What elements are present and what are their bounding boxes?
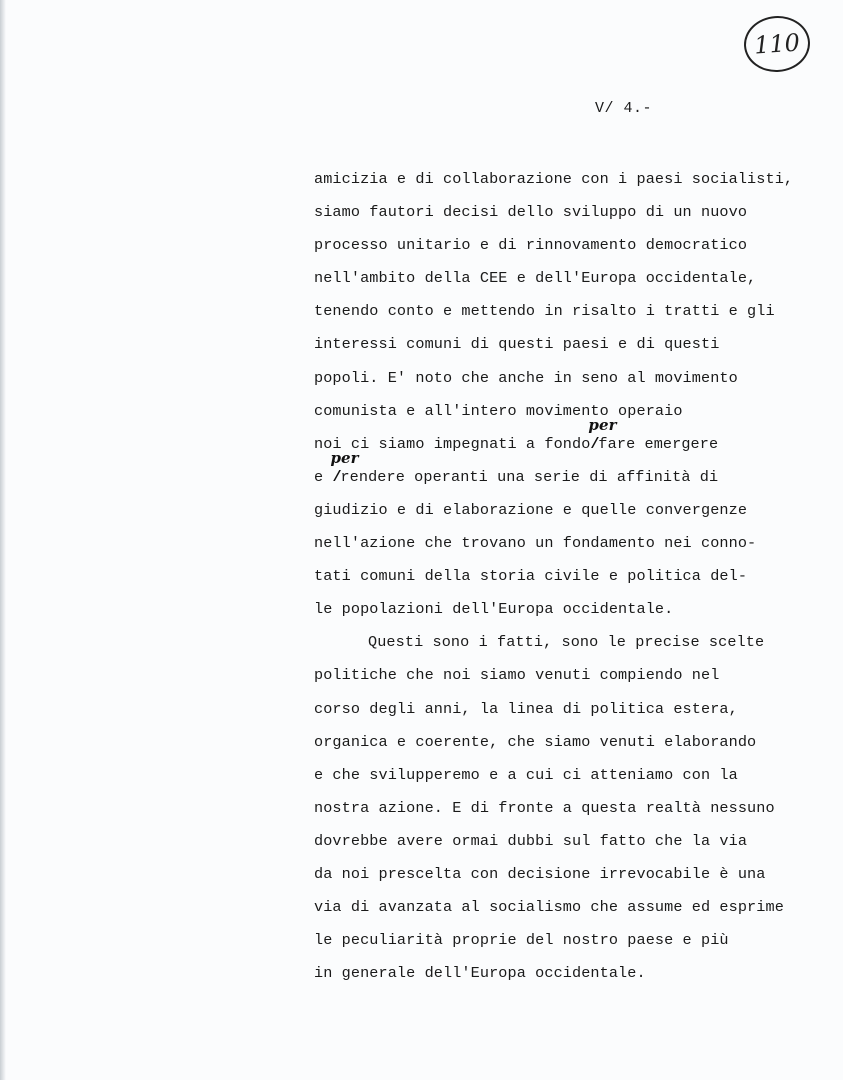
insertion-caret-mark: / [590,434,600,453]
stamp-number: 110 [753,28,801,60]
scan-edge-shadow [0,0,6,1080]
text-line: comunista e all'intero movimento operaio [314,401,683,420]
text-line: nostra azione. E di fronte a questa realtà nessuno [314,798,775,817]
text-line-with-insertion [314,448,834,494]
text-line: popoli. E' noto che anche in seno al movimento [314,368,738,387]
handwritten-insertion [588,415,617,461]
handwritten-insertion [330,448,359,494]
text-line: corso degli anni, la linea di politica estera, [314,699,738,718]
text-line: da noi prescelta con decisione irrevocabile è una [314,864,766,883]
text-line: amicizia e di collaborazione con i paesi socialisti, [314,170,794,188]
text-segment: rendere operanti una serie di affinità di [340,467,719,486]
text-line-with-insertion [314,415,834,461]
text-line: organica e coerente, che siamo venuti elaborando [314,732,757,751]
insertion-caret-mark: / [332,467,342,486]
text-line: nell'azione che trovano un fondamento nei conno- [314,534,757,553]
archive-number-stamp [742,14,812,74]
text-segment: noi ci siamo impegnati a fondo [314,434,591,453]
text-line: e che svilupperemo e a cui ci atteniamo con la [314,765,738,784]
text-line: dovrebbe avere ormai dubbi sul fatto che la via [314,831,748,850]
page-number: V/ 4.- [595,100,653,117]
typed-body-text [314,163,834,990]
text-line: giudizio e di elaborazione e quelle convergenze [314,500,748,519]
text-line: interessi comuni di questi paesi e di questi [314,335,720,354]
insertion-word: per [588,415,617,434]
text-segment: fare emergere [598,434,719,453]
text-line: via di avanzata al socialismo che assume ed esprime [314,898,784,917]
text-line: tati comuni della storia civile e politica del- [314,567,748,586]
text-line: siamo fautori decisi dello sviluppo di un nuovo [314,203,748,222]
text-line: in generale dell'Europa occidentale. [314,964,646,983]
text-line: le peculiarità proprie del nostro paese e più [314,931,729,950]
text-line: processo unitario e di rinnovamento democratico [314,236,748,255]
text-segment: e [314,467,333,486]
text-line: tenendo conto e mettendo in risalto i tratti e gli [314,302,775,321]
insertion-word: per [330,448,359,467]
text-line: politiche che noi siamo venuti compiendo nel [314,666,720,685]
text-line: le popolazioni dell'Europa occidentale. [314,600,674,619]
text-line: nell'ambito della CEE e dell'Europa occidentale, [314,269,757,288]
paragraph-first-line: Questi sono i fatti, sono le precise scelte [368,633,765,652]
